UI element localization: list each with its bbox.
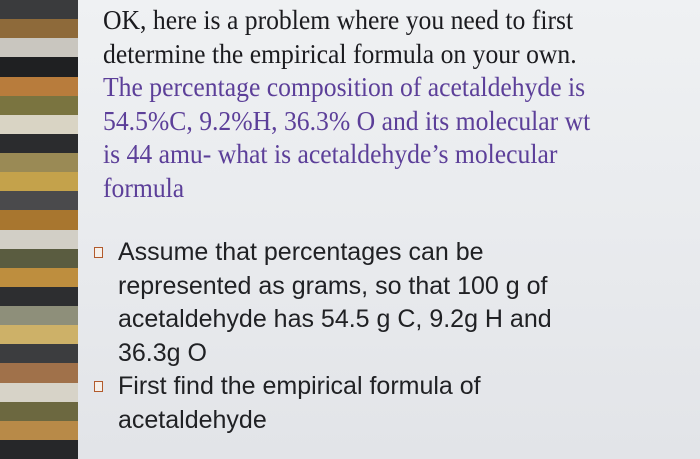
stripe-segment xyxy=(0,134,78,153)
problem-line-5: is 44 amu- what is acetaldehyde’s molecular xyxy=(103,139,558,169)
stripe-segment xyxy=(0,287,78,306)
stripe-segment xyxy=(0,402,78,421)
stripe-segment xyxy=(0,77,78,96)
problem-line-4: 54.5%C, 9.2%H, 36.3% O and its molecular wt xyxy=(103,105,591,136)
stripe-segment xyxy=(0,363,78,382)
stripe-segment xyxy=(0,115,78,134)
square-bullet-icon xyxy=(94,381,103,392)
stripe-segment xyxy=(0,306,78,325)
stripe-segment xyxy=(0,96,78,115)
stripe-segment xyxy=(0,191,78,210)
stripe-segment xyxy=(0,325,78,344)
stripe-segment xyxy=(0,153,78,172)
stripe-segment xyxy=(0,440,78,459)
list-item xyxy=(88,370,688,437)
stripe-segment xyxy=(0,344,78,363)
bullet-1-line-3: acetaldehyde has 54.5 g C, 9.2g H and xyxy=(118,305,552,333)
bullet-2-line-2: acetaldehyde xyxy=(118,405,267,434)
bullet-2-line-1: First find the empirical formula of xyxy=(118,372,481,400)
problem-line-6: formula xyxy=(103,172,185,203)
decorative-stripe-bar xyxy=(0,0,78,459)
bullet-1-line-2: represented as grams, so that 100 g of xyxy=(118,271,548,300)
stripe-segment xyxy=(0,57,78,76)
stripe-segment xyxy=(0,421,78,440)
bullet-1-line-4: 36.3g O xyxy=(118,338,207,367)
stripe-segment xyxy=(0,230,78,249)
stripe-segment xyxy=(0,210,78,229)
problem-statement xyxy=(103,4,664,205)
problem-line-2: determine the empirical formula on your own. xyxy=(103,38,577,69)
problem-line-1: OK, here is a problem where you need to first xyxy=(103,5,574,35)
stripe-segment xyxy=(0,19,78,38)
stripe-segment xyxy=(0,268,78,287)
problem-line-3: The percentage composition of acetaldehyde is xyxy=(103,72,586,102)
stripe-segment xyxy=(0,383,78,402)
stripe-segment xyxy=(0,249,78,268)
stripe-segment xyxy=(0,0,78,19)
list-item xyxy=(88,236,688,370)
bullet-1-line-1: Assume that percentages can be xyxy=(118,238,484,266)
bullet-list xyxy=(88,236,688,437)
slide-content xyxy=(78,0,700,459)
square-bullet-icon xyxy=(94,247,103,258)
stripe-segment xyxy=(0,172,78,191)
stripe-segment xyxy=(0,38,78,57)
